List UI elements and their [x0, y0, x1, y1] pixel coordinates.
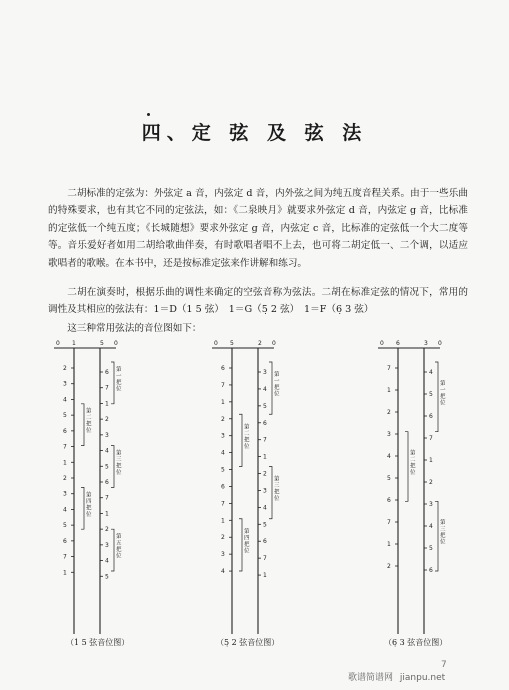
inner-note: 1	[387, 541, 391, 548]
inner-note: 5	[387, 475, 391, 482]
top-label: 5	[100, 340, 104, 347]
inner-note: 1	[63, 569, 67, 577]
position-char: 把	[244, 541, 250, 548]
position-char: 第	[440, 380, 446, 387]
outer-note: 1	[105, 400, 109, 408]
inner-note: 2	[387, 409, 391, 416]
inner-note: 2	[63, 475, 67, 482]
position-label	[440, 518, 446, 546]
outer-note: 5	[429, 391, 433, 398]
paragraph-string-method: 二胡在演奏时，根据乐曲的调性来确定的空弦音称为弦法。二胡在标准定弦的情况下，常用的调性及其相应的弦法有：1＝D（1 5 弦） 1＝G（5̣ 2 弦） 1＝F（6̣ 3 弦）	[48, 287, 468, 316]
outer-note: 6	[263, 419, 267, 427]
outer-note: 2	[105, 526, 109, 534]
outer-note: 1	[105, 510, 109, 518]
top-label: 0	[438, 340, 442, 347]
outer-note: 7	[105, 384, 109, 392]
outer-note: 5	[263, 402, 267, 410]
inner-note: 3	[63, 380, 67, 388]
inner-note: 4	[63, 506, 67, 514]
position-label	[244, 527, 250, 555]
position-char: 三	[116, 457, 122, 463]
inner-note: 7	[221, 381, 225, 389]
position-label	[116, 532, 122, 560]
outer-note: 6	[429, 567, 433, 574]
outer-note: 7	[429, 435, 433, 442]
position-char: 把	[116, 463, 122, 470]
outer-note: 6	[105, 369, 109, 376]
position-char: 三	[440, 526, 446, 533]
diagram-5-2-strings	[210, 338, 310, 636]
inner-note: 3	[221, 551, 225, 559]
inner-note: 7	[221, 500, 225, 508]
inner-note: 6	[63, 427, 67, 435]
position-label	[244, 422, 250, 450]
position-bracket	[435, 362, 438, 432]
inner-note: 6	[387, 497, 391, 504]
outer-note: 4	[105, 447, 109, 455]
top-label: 1	[72, 340, 76, 347]
position-char: 二	[244, 430, 250, 437]
inner-note: 4	[221, 449, 225, 457]
outer-note: 5	[429, 545, 433, 552]
outer-note: 4	[263, 385, 267, 393]
position-bracket	[405, 432, 408, 502]
watermark-domain: jianpu.net	[399, 673, 446, 683]
top-label: 0	[114, 340, 118, 347]
ornament-dot	[147, 113, 150, 116]
position-char: 第	[274, 476, 280, 483]
paragraph-diagram-intro: 这三种常用弦法的音位图如下：	[67, 323, 202, 334]
position-char: 把	[86, 421, 92, 428]
position-label	[440, 379, 446, 407]
inner-note: 5	[63, 522, 67, 530]
inner-note: 6	[221, 483, 225, 491]
position-char: 把	[86, 505, 92, 512]
position-bracket	[239, 414, 242, 466]
outer-note: 1	[263, 572, 267, 580]
top-label: 5	[230, 340, 234, 347]
inner-note: 6	[63, 537, 67, 545]
position-char: 一	[274, 378, 280, 385]
inner-note: 4	[221, 568, 225, 576]
outer-note: 4	[429, 369, 433, 376]
top-label: 0	[214, 340, 218, 347]
position-char: 二	[86, 415, 92, 422]
inner-note: 4	[63, 396, 67, 404]
position-char: 第	[410, 450, 416, 457]
diagram-1-caption: （1 5 弦音位图）	[66, 638, 130, 647]
outer-note: 4	[105, 557, 109, 565]
position-char: 把	[116, 547, 122, 554]
position-label	[86, 407, 92, 435]
position-char: 把	[440, 393, 446, 400]
inner-note: 2	[221, 534, 225, 542]
page-number: 7	[441, 660, 447, 670]
outer-note: 2	[105, 416, 109, 424]
outer-note: 5	[105, 463, 109, 471]
inner-note: 7	[387, 365, 391, 372]
inner-note: 7	[63, 443, 67, 451]
outer-note: 3	[263, 369, 267, 376]
inner-note: 3	[63, 490, 67, 498]
outer-note: 5	[263, 521, 267, 529]
position-char: 位	[274, 391, 280, 398]
inner-note: 2	[221, 415, 225, 423]
position-label	[274, 475, 280, 503]
inner-note: 2	[63, 365, 67, 372]
position-char: 把	[440, 533, 446, 540]
inner-note: 7	[387, 519, 391, 526]
inner-note: 1	[221, 398, 225, 406]
position-label	[410, 449, 416, 477]
outer-note: 3	[105, 431, 109, 439]
outer-note: 6	[105, 479, 109, 486]
position-char: 把	[274, 385, 280, 392]
outer-note: 4	[263, 504, 267, 512]
position-char: 第	[86, 492, 92, 499]
diagram-3-caption: （6̣ 3 弦音位图）	[384, 638, 448, 647]
inner-note: 5	[63, 412, 67, 420]
position-char: 第	[86, 408, 92, 415]
outer-note: 1	[429, 457, 433, 464]
position-char: 二	[410, 457, 416, 463]
inner-note: 6	[221, 365, 225, 372]
position-bracket	[81, 487, 84, 529]
position-char: 位	[274, 496, 280, 503]
top-label: 0	[272, 340, 276, 347]
position-label	[116, 365, 122, 393]
outer-note: 6	[263, 538, 267, 546]
position-label	[274, 370, 280, 398]
position-char: 一	[116, 373, 122, 380]
position-char: 五	[116, 540, 122, 547]
outer-note: 7	[105, 494, 109, 502]
position-char: 位	[116, 470, 122, 476]
position-char: 位	[86, 511, 92, 518]
inner-note: 2	[387, 563, 391, 570]
position-char: 位	[244, 443, 250, 450]
position-char: 位	[116, 386, 122, 393]
position-char: 位	[244, 548, 250, 555]
diagram-2-caption: （5̣ 2 弦音位图）	[216, 638, 280, 647]
outer-note: 2	[263, 470, 267, 478]
diagram-1-5-strings	[52, 338, 162, 636]
outer-note: 3	[429, 501, 433, 508]
outer-note: 1	[263, 453, 267, 461]
position-char: 第	[116, 450, 122, 457]
outer-note: 6	[429, 413, 433, 420]
position-char: 把	[116, 379, 122, 386]
outer-note: 7	[263, 555, 267, 563]
watermark-site: 歌谱简谱网	[348, 673, 394, 683]
position-char: 把	[410, 463, 416, 470]
position-bracket	[435, 501, 438, 571]
position-char: 位	[410, 470, 416, 476]
inner-note: 7	[63, 553, 67, 561]
chapter-heading: 四、定 弦 及 弦 法	[141, 122, 368, 144]
watermark	[348, 670, 445, 683]
outer-note: 2	[429, 479, 433, 486]
inner-note: 1	[387, 387, 391, 394]
outer-note: 3	[105, 541, 109, 549]
top-label: 0	[380, 340, 384, 347]
position-label	[116, 449, 122, 477]
position-char: 第	[244, 424, 250, 431]
position-char: 位	[116, 553, 122, 560]
inner-note: 1	[63, 459, 67, 467]
position-char: 第	[440, 520, 446, 527]
top-label: 0	[56, 340, 60, 347]
outer-note: 5	[105, 573, 109, 581]
position-bracket	[111, 362, 114, 404]
position-char: 位	[86, 428, 92, 435]
position-char: 把	[274, 489, 280, 496]
position-bracket	[81, 404, 84, 446]
inner-note: 4	[387, 453, 391, 460]
position-label	[86, 490, 92, 518]
outer-note: 4	[429, 523, 433, 530]
position-bracket	[111, 446, 114, 488]
position-char: 把	[244, 437, 250, 444]
position-char: 一	[440, 387, 446, 394]
top-label: 3	[424, 340, 428, 347]
position-bracket	[269, 467, 272, 519]
position-char: 三	[274, 483, 280, 490]
position-char: 位	[440, 400, 446, 407]
position-char: 第	[116, 366, 122, 373]
diagram-6-3-strings	[376, 338, 476, 636]
position-char: 第	[274, 372, 280, 379]
paragraph-tuning: 二胡标准的定弦为：外弦定 a 音，内弦定 d 音，内外弦之间为纯五度音程关系。由于一些乐曲的特殊要求，也有其它不同的定弦法，如：《二泉映月》就要求外弦定 d 音，内弦定 g 音，比标准的定弦低一个纯五度；《长城随想》要求外弦定 g 音，内弦定 c 音，比标准的定弦低一个大二度等等。音乐爱好者如用二胡给歌曲伴奏，有时歌唱者唱不上去，也可将二胡定低一、二个调，以适应歌唱者的歌喉。在本书中，还是按标准定弦来作讲解和练习。	[48, 188, 468, 269]
position-bracket	[111, 529, 114, 571]
inner-note: 3	[221, 432, 225, 440]
position-char: 四	[86, 498, 92, 505]
position-bracket	[269, 362, 272, 414]
inner-note: 1	[221, 517, 225, 525]
top-label: 2	[258, 340, 262, 347]
position-char: 第	[244, 528, 250, 535]
outer-note: 7	[263, 436, 267, 444]
position-bracket	[239, 519, 242, 571]
top-label: 6	[396, 340, 400, 347]
position-char: 四	[244, 535, 250, 542]
position-char: 第	[116, 534, 122, 541]
inner-note: 3	[387, 431, 391, 438]
position-char: 位	[440, 539, 446, 546]
outer-note: 3	[263, 487, 267, 495]
inner-note: 5	[221, 466, 225, 474]
